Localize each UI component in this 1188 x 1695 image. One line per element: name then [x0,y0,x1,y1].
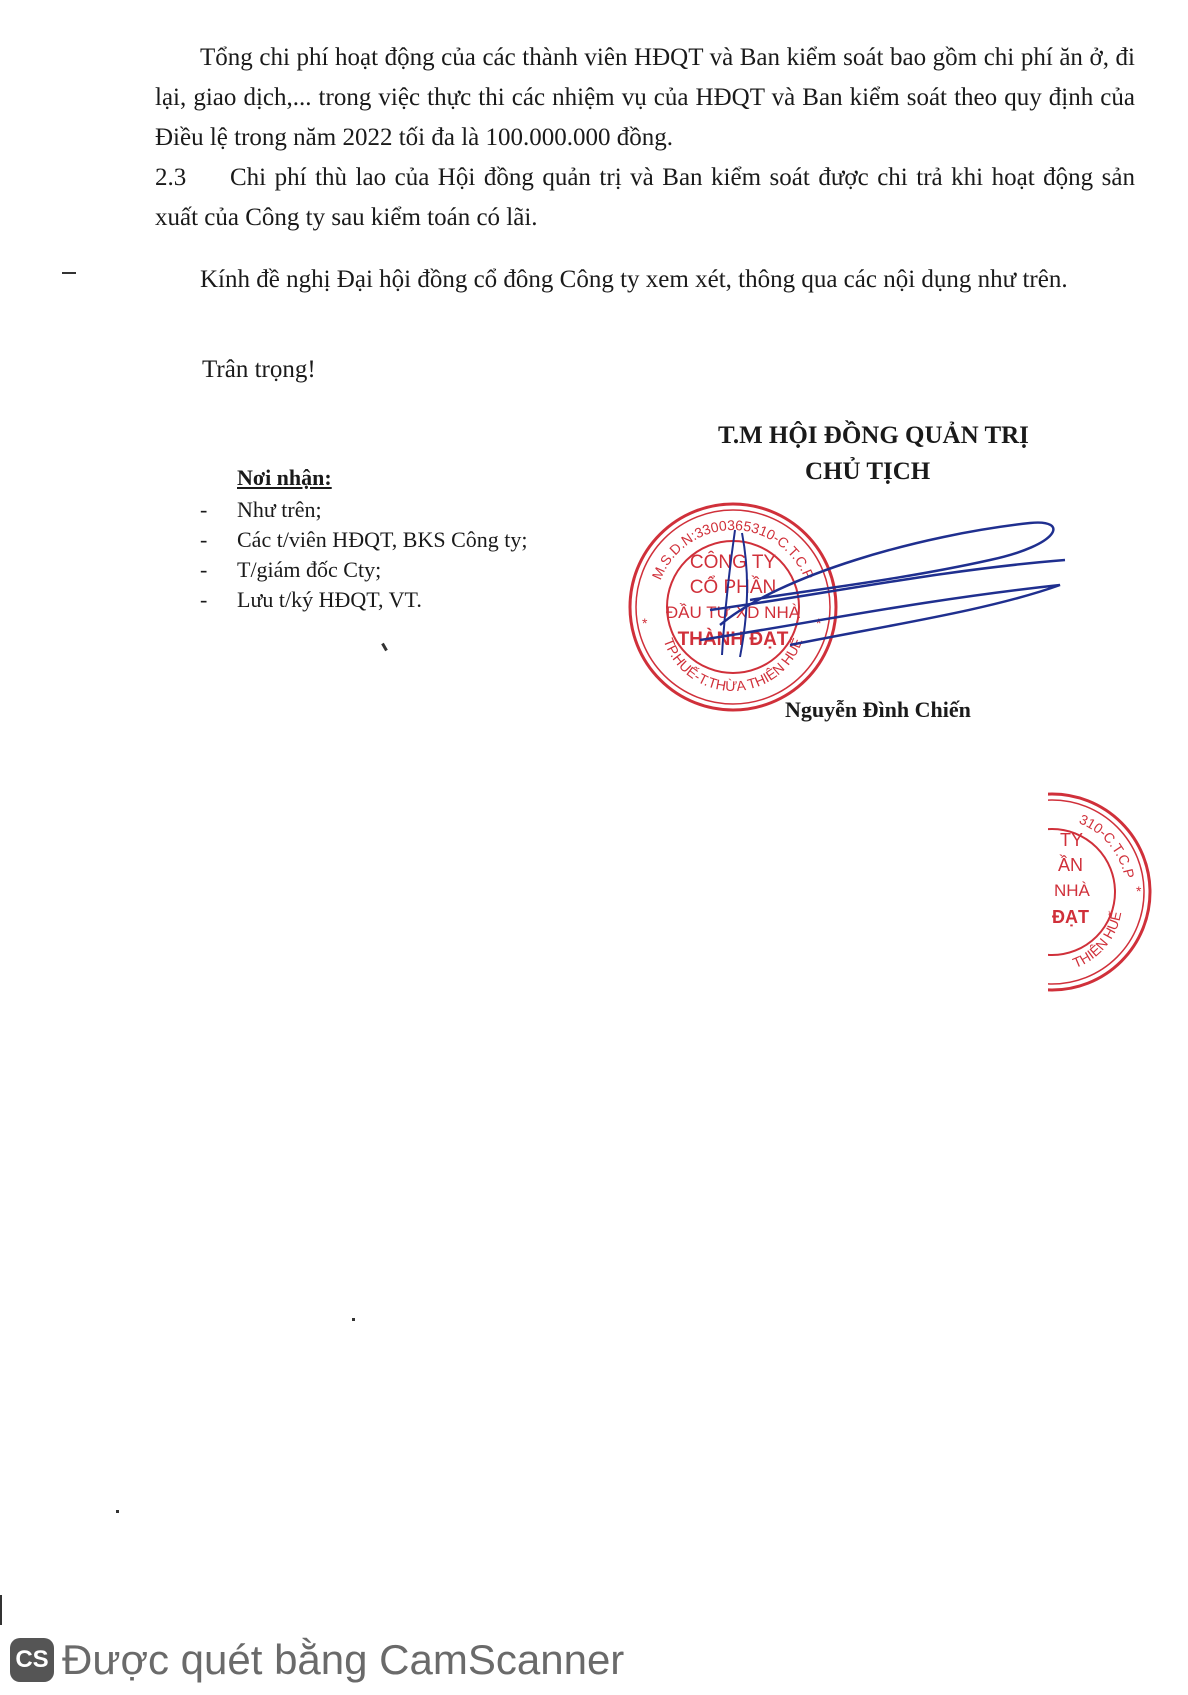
partial-seal-ring-text: 310-C.T.C.P [1077,810,1138,880]
recipients-list [195,495,527,615]
scan-speck [116,1510,119,1513]
svg-text:*: * [642,615,648,631]
partial-seal-ring-bottom: THIÊN HUẾ [1070,909,1125,971]
paragraph-expenses: Tổng chi phí hoạt động của các thành viên HĐQT và Ban kiểm soát bao gồm chi phí ăn ở, đi lại, giao dịch,... trong việc thực thi các nhiệm vụ của HĐQT và Ban kiểm soát theo quy định của Điều lệ trong năm 2022 tối đa là 100.000.000 đồng. [155,44,1135,151]
item-number: 2.3 [155,164,187,191]
svg-text:*: * [816,615,822,631]
recipient-item: - Lưu t/ký HĐQT, VT. [195,585,527,615]
recipient-item: - T/giám đốc Cty; [195,555,527,585]
camscanner-logo: CS [10,1638,54,1682]
item-text: Chi phí thù lao của Hội đồng quản trị và Ban kiểm soát được chi trả khi hoạt động sản xuất của Công ty sau kiểm toán có lãi. [155,164,1135,231]
seal-company-line4: THÀNH ĐẠT [677,629,789,650]
recipients-heading: Nơi nhận: [237,465,332,490]
closing-text: Trân trọng! [202,356,316,383]
recipient-item: - Như trên; [195,495,527,525]
paragraph-proposal: Kính đề nghị Đại hội đồng cổ đông Công ty xem xét, thông qua các nội dụng như trên. [200,266,1068,293]
scan-mark [62,272,76,274]
camscanner-watermark [10,1630,624,1690]
scan-speck [352,1318,355,1321]
scan-mark [381,643,388,651]
partial-seal-line3: NHÀ [1054,881,1090,900]
paragraph-item-2-3 [155,158,1135,238]
handwritten-signature [660,515,1080,665]
camscanner-text: Được quét bằng CamScanner [62,1636,625,1683]
scan-edge-mark [0,1595,2,1625]
partial-seal [1048,790,1155,995]
seal-company-line2: CỔ PHẦN [689,577,777,598]
seal-company-line3: ĐẦU TƯ XD NHÀ [665,603,801,622]
partial-seal-line4: ĐẠT [1052,907,1089,927]
signature-title: T.M HỘI ĐỒNG QUẢN TRỊ [718,422,1029,449]
recipient-item: - Các t/viên HĐQT, BKS Công ty; [195,525,527,555]
signer-name: Nguyễn Đình Chiến [785,697,971,722]
partial-seal-line2: ẦN [1058,855,1084,875]
partial-seal-line1: TY [1060,830,1084,850]
seal-company-line1: CÔNG TY [689,552,777,573]
seal-ring-top-text: M.S.D.N:3300365310-C.T.C.P [648,516,818,582]
signature-role: CHỦ TỊCH [805,458,931,485]
svg-text:*: * [1136,883,1142,899]
seal-ring-bottom-text: TP.HUẾ-T.THỪA THIÊN HUẾ [660,635,806,695]
partial-seal-clip [1048,790,1188,995]
